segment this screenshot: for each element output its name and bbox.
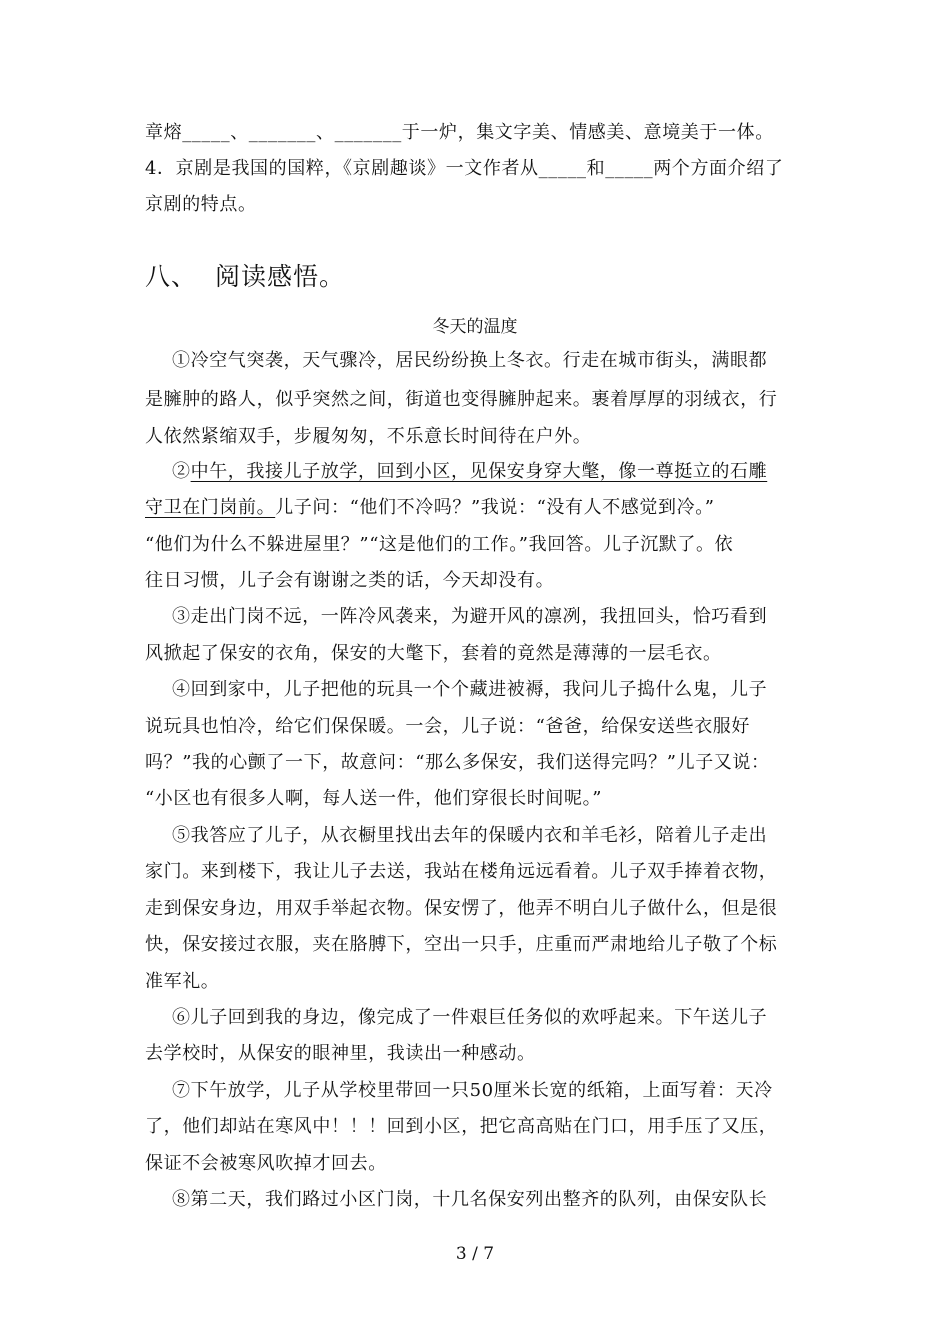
question-4-line-2: 京剧的特点。: [145, 194, 257, 215]
underlined-sentence-part-2: 守卫在门岗前。: [145, 497, 276, 518]
section-number: 八、: [145, 262, 198, 291]
paragraph-line: 去学校时，从保安的眼神里，我读出一种感动。: [145, 1043, 536, 1064]
paragraph-line: 准军礼。: [145, 971, 220, 992]
underlined-sentence-part-1: 中午，我接儿子放学，回到小区，见保安身穿大氅，像一尊挺立的石雕: [190, 461, 768, 482]
paragraph-line: 了，他们却站在寒风中！！！回到小区，把它高高贴在门口，用手压了又压，: [145, 1116, 778, 1137]
section-heading: [145, 262, 345, 292]
paragraph-line: ⑤我答应了儿子，从衣橱里找出去年的保暖内衣和羊毛衫，陪着儿子走出: [172, 825, 768, 846]
paragraph-line: “小区也有很多人啊，每人送一件，他们穿很长时间呢。”: [145, 788, 603, 809]
section-title: 阅读感悟。: [215, 262, 346, 291]
paragraph-line: [145, 496, 805, 520]
paragraph-line: ③走出门岗不远，一阵冷风袭来，为避开风的凛冽，我扭回头，恰巧看到: [172, 606, 768, 627]
paragraph-line: 风掀起了保安的衣角，保安的大氅下，套着的竟然是薄薄的一层毛衣。: [145, 643, 722, 664]
paragraph-line: 说玩具也怕冷，给它们保保暖。一会，儿子说：“爸爸，给保安送些衣服好: [145, 716, 750, 737]
paragraph-line: 保证不会被寒风吹掉才回去。: [145, 1153, 387, 1174]
paragraph-line: “他们为什么不躲进屋里？”“这是他们的工作。”我回答。儿子沉默了。依: [145, 534, 734, 555]
question-3-tail: 章熔_____、_______、_______于一炉，集文字美、情感美、意境美于一体。: [145, 122, 774, 143]
paragraph-line: [172, 460, 805, 484]
paragraph-line: ⑦下午放学，儿子从学校里带回一只50厘米长宽的纸箱，上面写着：天冷: [172, 1080, 773, 1101]
paragraph-line: ④回到家中，儿子把他的玩具一个个藏进被褥，我问儿子捣什么鬼，儿子: [172, 679, 768, 700]
paragraph-line: 快，保安接过衣服，夹在胳膊下，空出一只手，庄重而严肃地给儿子敬了个标: [145, 934, 778, 955]
paragraph-line: 往日习惯，儿子会有谢谢之类的话，今天却没有。: [145, 570, 555, 591]
paragraph-line: ⑥儿子回到我的身边，像完成了一件艰巨任务似的欢呼起来。下午送儿子: [172, 1007, 768, 1028]
paragraph-line: ⑧第二天，我们路过小区门岗，十几名保安列出整齐的队列，由保安队长: [172, 1189, 768, 1210]
question-4-line-1: 4．京剧是我国的国粹，《京剧趣谈》一文作者从_____和_____两个方面介绍了: [145, 158, 784, 179]
page-number: 3 / 7: [455, 1244, 495, 1264]
paragraph-line: 吗？”我的心颤了一下，故意问：“那么多保安，我们送得完吗？”儿子又说：: [145, 752, 770, 773]
article-title: 冬天的温度: [432, 317, 518, 337]
dialogue-text: 儿子问：“他们不冷吗？”我说：“没有人不感觉到冷。”: [275, 497, 715, 518]
paragraph-line: 家门。来到楼下，我让儿子去送，我站在楼角远远看着。儿子双手捧着衣物，: [145, 861, 778, 882]
paragraph-line: 走到保安身边，用双手举起衣物。保安愣了，他弄不明白儿子做什么，但是很: [145, 898, 778, 919]
paragraph-marker: ②: [172, 461, 191, 482]
paragraph-line: ①冷空气突袭，天气骤冷，居民纷纷换上冬衣。行走在城市街头，满眼都: [172, 350, 768, 371]
paragraph-line: 人依然紧缩双手，步履匆匆，不乐意长时间待在户外。: [145, 426, 592, 447]
paragraph-line: 是臃肿的路人，似乎突然之间，街道也变得臃肿起来。裹着厚厚的羽绒衣，行: [145, 389, 778, 410]
